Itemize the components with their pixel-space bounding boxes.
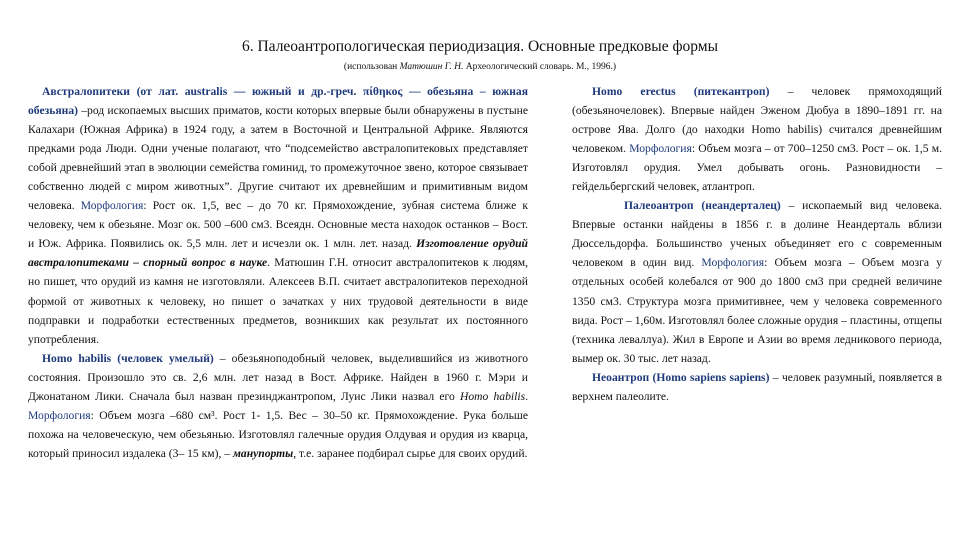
erectus-text2: : Объем мозга – от 700–1250 см3. Рост – ок. 1,5 м. Изготовлял орудия. Умел добывать огонь. Разновидности – гейдельбергский человек, атлантроп.	[572, 142, 942, 194]
habilis-text4: , т.е. заранее подбирал сырье для своих орудий.	[293, 446, 528, 460]
neoanthrope-term: Неоантроп (Homo sapiens sapiens)	[592, 370, 770, 384]
neanderthal-text2: : Объем мозга – Объем мозга у отдельных особей колебался от 900 до 1800 см3 при средней величине 1350 см3. Структура мозга примитивнее, чем у человека современного вида. Рост – 1,60м. Изготовлял более сложные орудия – пластины, отщепы (техника леваллуа). Жил в Европе и Азии во время ледникового периода, вымер ок. 30 тыс. лет назад.	[572, 256, 942, 365]
erectus-term: Homo erectus (питекантроп)	[592, 85, 770, 98]
habilis-morph-label: Морфология	[28, 408, 91, 422]
australopithecus-text3: . Матюшин Г.Н. относит австралопитеков к людям, но пишет, что орудий из камня не изготовляли. Алексеев В.П. считает австралопитеков переходной формой от животных к человеку, но пишет о зачатках у них трудовой деятельности в виде подправки и подработки естественных предметов, возникших как результат их постоянного употребления.	[28, 256, 528, 346]
neanderthal-paragraph	[572, 196, 942, 367]
page-title: 6. Палеоантропологическая периодизация. Основные предковые формы	[241, 38, 718, 55]
neoanthrope-paragraph	[572, 368, 942, 406]
subtitle-author: Матюшин Г. Н.	[399, 62, 464, 72]
left-column	[28, 82, 528, 463]
australopithecus-text1: –род ископаемых высших приматов, кости которых впервые были обнаружены в пустыне Калахари (Южная Африка) в 1924 году, а затем в Восточной и Центральной Африке. Являются предками рода Люди. Одни ученые полагают, что “подсемейство австралопитековых представляет собой древнейший этап в эволюции семейства гоминид, то промежуточное звено, которое связывает собственно людей с миром животных”. Другие считают их древнейшим и примитивным видом человека.	[28, 104, 528, 213]
neanderthal-text1: – ископаемый вид человека. Впервые останки найдены в 1856 г. в долине Неандерталь вблизи Дюссельдорфа. Большинство ученых объединяет его с современным человеком в один вид.	[572, 199, 942, 270]
australopithecus-term: Австралопитеки (от лат. australis — южный и др.-греч. πίθηκος — обезьяна – южная обезьяна)	[28, 85, 528, 118]
right-column	[572, 82, 942, 406]
subtitle-prefix: (использован	[343, 62, 400, 72]
australopithecus-text2: : Рост ок. 1,5, вес – до 70 кг. Прямохождение, зубная система ближе к человеку, чем к обезьяне. Мозг ок. 500 –600 см3. Всеядн. Основные места находок останков – Вост. и Юж. Африка. Появились ок. 5,5 млн. лет и исчезли ок. 1 млн. лет. назад.	[28, 199, 528, 251]
neanderthal-morph-label: Морфология	[701, 256, 765, 270]
subtitle-suffix: Археологический словарь. М., 1996.)	[463, 62, 617, 72]
habilis-manuports: манупорты	[232, 446, 294, 460]
habilis-term: Homo habilis (человек умелый)	[42, 351, 214, 365]
habilis-text3: : Объем мозга –680 см³. Рост 1- 1,5. Вес – 30–50 кг. Прямохождение. Рука больше похожа на человеческую, чем обезьянью. Изготовлял галечные орудия Олдувая и орудия из кварца, который приносил издалека (3– 15 км), –	[28, 408, 528, 460]
habilis-text1: – обезьяноподобный человек, выделившийся из животного состояния. Произошло это св. 2,6 млн. лет назад в Вост. Африке. Найден в 1960 г. Мэри и Джонатаном Лики. Сначала был назван презинджантропом, Луис Лики назвал его	[28, 351, 528, 403]
australopithecus-paragraph	[28, 82, 528, 349]
australopithecus-tools-emphasis: Изготовление орудий австралопитеками – спорный вопрос в науке	[28, 237, 528, 270]
australopithecus-morph-label: Морфология	[80, 199, 144, 213]
neoanthrope-text1: – человек разумный, появляется в верхнем палеолите.	[572, 370, 942, 403]
neanderthal-term: Палеоантроп (неандерталец)	[624, 199, 781, 213]
page-subtitle	[0, 62, 960, 72]
habilis-text2: .	[525, 389, 528, 403]
erectus-morph-label: Морфология	[629, 142, 692, 156]
habilis-paragraph	[28, 349, 528, 463]
erectus-text1: – человек прямоходящий (обезьяночеловек). Впервые найден Эженом Дюбуа в 1890–1891 гг. на острове Ява. Долго (до находки Homo habilis) считался древнейшим человеком.	[572, 85, 942, 156]
erectus-paragraph	[572, 82, 942, 196]
habilis-latin: Homo habilis	[459, 389, 526, 403]
